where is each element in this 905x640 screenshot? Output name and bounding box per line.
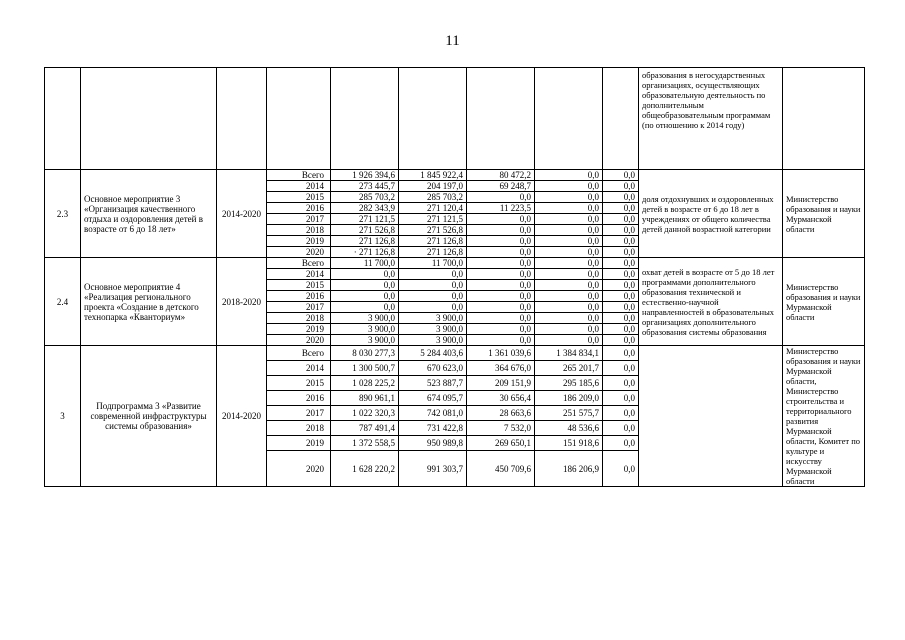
row-regional-budget: 991 303,7 xyxy=(399,451,467,487)
row-total: 1 628 220,2 xyxy=(331,451,399,487)
row-other-sources: 0,0 xyxy=(603,391,639,406)
row-other-sources: 0,0 xyxy=(603,258,639,269)
row-regional-budget: 3 900,0 xyxy=(399,313,467,324)
row-local-budget: 0,0 xyxy=(535,324,603,335)
row-total: 1 926 394,6 xyxy=(331,170,399,181)
row-year: 2020 xyxy=(267,247,331,258)
row-total: 1 300 500,7 xyxy=(331,361,399,376)
row-federal-budget: 364 676,0 xyxy=(467,361,535,376)
row-regional-budget: 271 121,5 xyxy=(399,214,467,225)
row-year: 2018 xyxy=(267,421,331,436)
row-local-budget: 186 209,0 xyxy=(535,391,603,406)
row-regional-budget: 0,0 xyxy=(399,269,467,280)
row-federal-budget: 209 151,9 xyxy=(467,376,535,391)
row-local-budget: 0,0 xyxy=(535,247,603,258)
row-local-budget: 251 575,7 xyxy=(535,406,603,421)
row-year: Всего xyxy=(267,170,331,181)
row-federal-budget: 80 472,2 xyxy=(467,170,535,181)
section-period: 2014-2020 xyxy=(217,346,267,487)
section-name: Подпрограмма 3 «Развитие современной инфраструктуры системы образования» xyxy=(81,346,217,487)
row-year: Всего xyxy=(267,346,331,361)
table-row xyxy=(45,170,865,181)
continuation-row xyxy=(45,68,865,170)
row-total: 11 700,0 xyxy=(331,258,399,269)
row-year: 2019 xyxy=(267,324,331,335)
row-local-budget: 186 206,9 xyxy=(535,451,603,487)
section-period: 2014-2020 xyxy=(217,170,267,258)
continuation-indicator: образования в негосударственных организациях, осуществляющих образовательную деятельность по дополнительным общеобразовательным программам (по отношению к 2014 году) xyxy=(639,68,783,170)
row-total: 1 372 558,5 xyxy=(331,436,399,451)
row-federal-budget: 1 361 039,6 xyxy=(467,346,535,361)
row-regional-budget: 731 422,8 xyxy=(399,421,467,436)
row-local-budget: 0,0 xyxy=(535,313,603,324)
section-name: Основное мероприятие 4 «Реализация регионального проекта «Создание в детского технопарка «Кванториум» xyxy=(81,258,217,346)
row-federal-budget: 0,0 xyxy=(467,313,535,324)
row-other-sources: 0,0 xyxy=(603,181,639,192)
row-other-sources: 0,0 xyxy=(603,406,639,421)
section-responsible: Министерство образования и науки Мурманской области xyxy=(783,170,865,258)
section-number: 3 xyxy=(45,346,81,487)
row-total: 0,0 xyxy=(331,280,399,291)
row-federal-budget: 0,0 xyxy=(467,192,535,203)
section-indicator xyxy=(639,346,783,487)
row-federal-budget: 28 663,6 xyxy=(467,406,535,421)
row-regional-budget: 271 120,4 xyxy=(399,203,467,214)
row-regional-budget: 0,0 xyxy=(399,280,467,291)
row-federal-budget: 0,0 xyxy=(467,225,535,236)
row-federal-budget: 0,0 xyxy=(467,280,535,291)
row-federal-budget: 269 650,1 xyxy=(467,436,535,451)
row-regional-budget: 1 845 922,4 xyxy=(399,170,467,181)
row-federal-budget: 0,0 xyxy=(467,291,535,302)
row-regional-budget: 11 700,0 xyxy=(399,258,467,269)
row-total: 3 900,0 xyxy=(331,324,399,335)
row-federal-budget: 0,0 xyxy=(467,236,535,247)
section-indicator: доля отдохнувших и оздоровленных детей в возрасте от 6 до 18 лет в учреждениях от общего количества детей данной возрастной категории xyxy=(639,170,783,258)
row-federal-budget: 0,0 xyxy=(467,324,535,335)
row-regional-budget: 204 197,0 xyxy=(399,181,467,192)
row-local-budget: 0,0 xyxy=(535,291,603,302)
row-other-sources: 0,0 xyxy=(603,451,639,487)
row-year: 2017 xyxy=(267,406,331,421)
row-local-budget: 48 536,6 xyxy=(535,421,603,436)
row-local-budget: 0,0 xyxy=(535,335,603,346)
row-year: 2014 xyxy=(267,269,331,280)
row-other-sources: 0,0 xyxy=(603,236,639,247)
page-number: 11 xyxy=(445,33,460,49)
row-total: 0,0 xyxy=(331,302,399,313)
row-local-budget: 1 384 834,1 xyxy=(535,346,603,361)
row-total: 3 900,0 xyxy=(331,313,399,324)
row-other-sources: 0,0 xyxy=(603,421,639,436)
table-row xyxy=(45,346,865,361)
row-local-budget: 0,0 xyxy=(535,192,603,203)
row-regional-budget: 271 526,8 xyxy=(399,225,467,236)
row-other-sources: 0,0 xyxy=(603,247,639,258)
row-local-budget: 0,0 xyxy=(535,236,603,247)
row-total: 0,0 xyxy=(331,291,399,302)
row-federal-budget: 450 709,6 xyxy=(467,451,535,487)
row-federal-budget: 30 656,4 xyxy=(467,391,535,406)
row-year: 2016 xyxy=(267,203,331,214)
row-local-budget: 0,0 xyxy=(535,214,603,225)
row-year: 2015 xyxy=(267,280,331,291)
row-total: 890 961,1 xyxy=(331,391,399,406)
row-total: 8 030 277,3 xyxy=(331,346,399,361)
row-local-budget: 0,0 xyxy=(535,225,603,236)
row-year: 2019 xyxy=(267,236,331,247)
row-regional-budget: 3 900,0 xyxy=(399,335,467,346)
row-federal-budget: 0,0 xyxy=(467,302,535,313)
row-federal-budget: 7 532,0 xyxy=(467,421,535,436)
row-regional-budget: 5 284 403,6 xyxy=(399,346,467,361)
row-federal-budget: 69 248,7 xyxy=(467,181,535,192)
program-table xyxy=(44,67,865,487)
row-local-budget: 151 918,6 xyxy=(535,436,603,451)
row-federal-budget: 0,0 xyxy=(467,258,535,269)
row-regional-budget: 0,0 xyxy=(399,291,467,302)
row-other-sources: 0,0 xyxy=(603,335,639,346)
row-other-sources: 0,0 xyxy=(603,436,639,451)
section-number: 2.3 xyxy=(45,170,81,258)
row-total: 1 022 320,3 xyxy=(331,406,399,421)
row-total: 271 526,8 xyxy=(331,225,399,236)
row-other-sources: 0,0 xyxy=(603,302,639,313)
row-total: 787 491,4 xyxy=(331,421,399,436)
row-other-sources: 0,0 xyxy=(603,280,639,291)
section-responsible: Министерство образования и науки Мурманской области xyxy=(783,258,865,346)
row-other-sources: 0,0 xyxy=(603,203,639,214)
row-year: 2018 xyxy=(267,313,331,324)
row-local-budget: 0,0 xyxy=(535,181,603,192)
row-regional-budget: 3 900,0 xyxy=(399,324,467,335)
row-other-sources: 0,0 xyxy=(603,324,639,335)
row-local-budget: 0,0 xyxy=(535,170,603,181)
row-local-budget: 0,0 xyxy=(535,269,603,280)
row-other-sources: 0,0 xyxy=(603,313,639,324)
row-year: 2015 xyxy=(267,376,331,391)
row-other-sources: 0,0 xyxy=(603,170,639,181)
row-year: 2019 xyxy=(267,436,331,451)
row-total: 285 703,2 xyxy=(331,192,399,203)
row-federal-budget: 0,0 xyxy=(467,335,535,346)
row-year: 2014 xyxy=(267,361,331,376)
row-federal-budget: 0,0 xyxy=(467,269,535,280)
row-total: 271 126,8 xyxy=(331,236,399,247)
row-total: · 271 126,8 xyxy=(331,247,399,258)
row-other-sources: 0,0 xyxy=(603,225,639,236)
row-federal-budget: 11 223,5 xyxy=(467,203,535,214)
row-year: 2014 xyxy=(267,181,331,192)
row-year: 2017 xyxy=(267,302,331,313)
row-total: 1 028 225,2 xyxy=(331,376,399,391)
row-year: 2017 xyxy=(267,214,331,225)
row-other-sources: 0,0 xyxy=(603,214,639,225)
table-row xyxy=(45,258,865,269)
row-other-sources: 0,0 xyxy=(603,192,639,203)
row-total: 271 121,5 xyxy=(331,214,399,225)
row-regional-budget: 742 081,0 xyxy=(399,406,467,421)
row-federal-budget: 0,0 xyxy=(467,214,535,225)
section-responsible: Министерство образования и науки Мурманской области, Министерство строительства и территориального развития Мурманской области, Комитет по культуре и искусству Мурманской области xyxy=(783,346,865,487)
section-name: Основное мероприятие 3 «Организация качественного отдыха и оздоровления детей в возрасте от 6 до 18 лет» xyxy=(81,170,217,258)
row-year: 2016 xyxy=(267,391,331,406)
row-local-budget: 265 201,7 xyxy=(535,361,603,376)
row-local-budget: 0,0 xyxy=(535,280,603,291)
row-local-budget: 295 185,6 xyxy=(535,376,603,391)
row-regional-budget: 0,0 xyxy=(399,302,467,313)
row-total: 0,0 xyxy=(331,269,399,280)
row-other-sources: 0,0 xyxy=(603,291,639,302)
row-regional-budget: 950 989,8 xyxy=(399,436,467,451)
row-other-sources: 0,0 xyxy=(603,361,639,376)
row-year: Всего xyxy=(267,258,331,269)
row-regional-budget: 271 126,8 xyxy=(399,247,467,258)
row-other-sources: 0,0 xyxy=(603,346,639,361)
section-number: 2.4 xyxy=(45,258,81,346)
row-year: 2018 xyxy=(267,225,331,236)
row-regional-budget: 674 095,7 xyxy=(399,391,467,406)
row-other-sources: 0,0 xyxy=(603,376,639,391)
row-year: 2015 xyxy=(267,192,331,203)
row-year: 2020 xyxy=(267,335,331,346)
row-total: 282 343,9 xyxy=(331,203,399,214)
row-total: 273 445,7 xyxy=(331,181,399,192)
row-local-budget: 0,0 xyxy=(535,203,603,214)
row-regional-budget: 271 126,8 xyxy=(399,236,467,247)
row-local-budget: 0,0 xyxy=(535,302,603,313)
row-local-budget: 0,0 xyxy=(535,258,603,269)
section-period: 2018-2020 xyxy=(217,258,267,346)
row-total: 3 900,0 xyxy=(331,335,399,346)
row-year: 2020 xyxy=(267,451,331,487)
row-regional-budget: 285 703,2 xyxy=(399,192,467,203)
row-year: 2016 xyxy=(267,291,331,302)
row-federal-budget: 0,0 xyxy=(467,247,535,258)
row-regional-budget: 523 887,7 xyxy=(399,376,467,391)
row-other-sources: 0,0 xyxy=(603,269,639,280)
row-regional-budget: 670 623,0 xyxy=(399,361,467,376)
section-indicator: охват детей в возрасте от 5 до 18 лет программами дополнительного образования технической и естественно-научной направленностей в образовательных организациях дополнительного образования системы образования xyxy=(639,258,783,346)
